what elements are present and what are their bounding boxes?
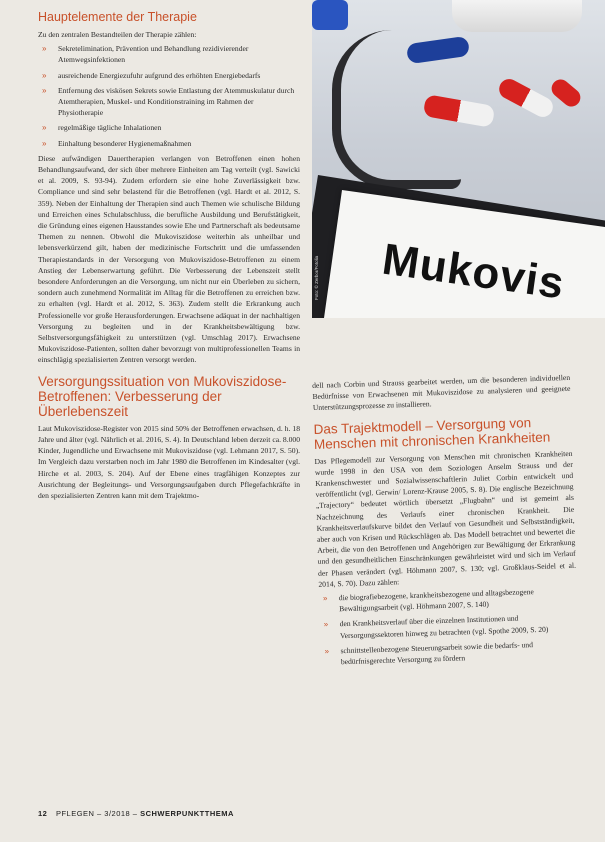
paragraph-trajectory: Das Pflegemodell zur Versorgung von Menschen mit chronischen Krankheiten wurde 1998 in den USA von dem Soziologen Anselm Strauss und der Krankenschwester und Sozialwissenschaftlerin Juliet Corbin entwickelt und veröffentlicht (vgl. Gerwin/ Lorenz-Krause 2005, S. 8). Die englische Bezeichnung „Trajectory“ bedeutet wörtlich übersetzt „Flugbahn“ und ist gemeint als Nachzeichnung des Verlaufs einer chronischen Krankheit. Die Krankheitsverlaufskurve bildet den Verlauf von Gesundheit und Selbstständigkeit, aber auch von Krisen und Rückschlägen ab. Das Modell betrachtet und bewertet die Arbeit, die von den Betroffenen und Angehörigen zur Bewältigung der Erkrankung und den gesundheitlichen Einschränkungen gewährleistet wird und sich im Verlauf der Phasen verändert (vgl. Höhmann 2007, S. 130; vgl. Großklaus-Seidel et al. 2014, S. 70). Dazu zählen: xyxy=(314,448,577,589)
figure-word: Mukovis xyxy=(379,234,568,309)
page-footer xyxy=(38,809,234,818)
list-item: » die biografiebezogene, krankheitsbezogene und alltagsbezogene Bewältigungsarbeit (vgl. Höhmann 2007, S. 140) xyxy=(322,587,534,614)
intro-text: Zu den zentralen Bestandteilen der Therapie zählen: xyxy=(38,30,197,39)
paragraph-continuation: dell nach Corbin und Strauss gearbeitet werden, um die besonderen individuellen Bedürfnisse von Erwachsenen mit Mukoviszidose zu analysieren und geeignete Unterstützungsprozesse zu installieren. xyxy=(312,372,571,413)
list-item: » schnittstellenbezogene Steuerungsarbeit sowie die bedarfs- und bedürfnisgerechte Versorgung zu fördern xyxy=(324,640,534,667)
left-column xyxy=(38,10,300,501)
heading-trajectory-model: Das Trajektmodell – Versorgung von Menschen mit chronischen Krankheiten xyxy=(313,414,551,452)
photo-credit: Foto: © Zerbor/Fotolia xyxy=(314,255,319,300)
section-label: SCHWERPUNKTTHEMA xyxy=(140,809,234,818)
stethoscope-tube xyxy=(332,30,461,189)
bullet-icon: » xyxy=(323,620,329,630)
bullet-icon: » xyxy=(324,646,330,656)
page-number: 12 xyxy=(38,809,48,818)
bullet-icon: » xyxy=(42,44,47,54)
pill-blue-2 xyxy=(312,0,348,30)
jar-lid xyxy=(452,0,582,32)
paragraph-care-situation: Laut Mukoviszidose-Register von 2015 sind 50% der Betroffenen erwachsen, d. h. 18 Jahre und älter (vgl. Nährlich et al. 2016, S. 4). In Deutschland leben derzeit ca. 8.000 Kinder, Jugendliche und Erwachsene mit Mukoviszidose (vgl. Lehmann 2017, S. 50). Im Vergleich dazu verstarben noch im Jahr 1980 die Betroffenen im Kindesalter (vgl. Hirche et al. 2003, S. 204). Auf der Ebene eines tragfähigen Konzeptes zur Ausrichtung der Begleitungs- und Versorgungsaufgaben durch Pflegefachkräfte in den spezialisierten Zentren kann mit dem Trajektmo- xyxy=(38,423,300,500)
bullet-icon: » xyxy=(322,593,328,603)
list-item: » ausreichende Energiezufuhr aufgrund des erhöhten Energiebedarfs xyxy=(42,70,261,80)
pill-red-2 xyxy=(496,76,557,121)
list-item: » regelmäßige tägliche Inhalationen xyxy=(42,123,162,133)
list-item: » den Krankheitsverlauf über die einzelnen Institutionen und Versorgungssektoren hinweg zu betrachten (vgl. Spothe 2009, S. 20) xyxy=(323,614,549,640)
bullet-icon: » xyxy=(42,123,47,133)
bullet-icon: » xyxy=(42,138,47,148)
list-item: » Entfernung des viskösen Sekrets sowie Entlastung der Atemmuskulatur durch Atemtherapien, Muskel- und Konditionstraining im Rahmen der Physiotherapie xyxy=(42,85,295,118)
pill-red-3 xyxy=(548,76,584,110)
bullet-icon: » xyxy=(42,85,47,95)
right-column xyxy=(312,372,579,672)
paragraph-therapy: Diese aufwändigen Dauertherapien verlangen von Betroffenen einen hohen Behandlungsaufwand, der sich über mehrere Einheiten am Tag verteilt (vgl. Sawicki et al. 2009, S. 93-94). Zudem erfordern sie eine hohe Zuverlässigkeit bzw. Compliance und sind sehr belastend für die Betroffenen (vgl. Hardt et al. 2012, S. 359). Neben der Einhaltung der Therapien sind auch Themen wie schulische Bildung und Erreichen eines Schulabschluss, die berufliche Ausbildung und Berufstätigkeit, die Gründung eines eigenen Hausstandes sowie Ehe und Partnerschaft als bedeutsame Themen zu nennen. Obwohl die Mukoviszidose weiterhin als unheilbar und lebensverkürzend gilt, haben der medizinische Fortschritt und die umfassenden Therapiestandards in der Versorgung von Mukoviszidose-Betroffenen zu einem Anstieg der Lebenserwartung geführt. Die Verbesserung der Lebenszeit stellt besondere Anforderungen an die Versorgung, um nicht nur ein Überleben zu sichern, sondern auch zunehmend Normalität im Alltag für die Betroffenen zu erreichen bzw. zu erhalten (vgl. Hardt et al. 2012, S. 363). Zudem stellt die Erkrankung auch Professionelle vor große Herausforderungen. Erwachsene adäquat in der nachhaltigen Versorgung zu begleiten und in der Krankheitsbewältigung bzw. Selbstversorgungsfähigkeit zu unterstützen (vgl. Umschlag 2017). Erwachsene Mukoviszidose-Patienten, sollten daher bevorzugt von multiprofessionellen Teams in einschlägig spezialisierten Zentren versorgt werden. xyxy=(38,153,300,365)
heading-therapy: Hauptelemente der Therapie xyxy=(38,10,197,24)
bullet-icon: » xyxy=(42,70,47,80)
header-photo xyxy=(312,0,605,318)
issue-label: PFLEGEN – 3/2018 – xyxy=(55,809,138,818)
list-item: » Einhaltung besonderer Hygienemaßnahmen xyxy=(42,138,192,148)
trajectory-list xyxy=(319,585,579,668)
therapy-list xyxy=(38,43,300,149)
heading-care-situation: Versorgungssituation von Mukoviszidose-Betroffenen: Verbesserung der Überlebenszeit xyxy=(38,373,287,419)
list-item: » Sekretelimination, Prävention und Behandlung rezidivierender Atemwegsinfektionen xyxy=(42,44,249,65)
document-paper xyxy=(323,190,605,318)
